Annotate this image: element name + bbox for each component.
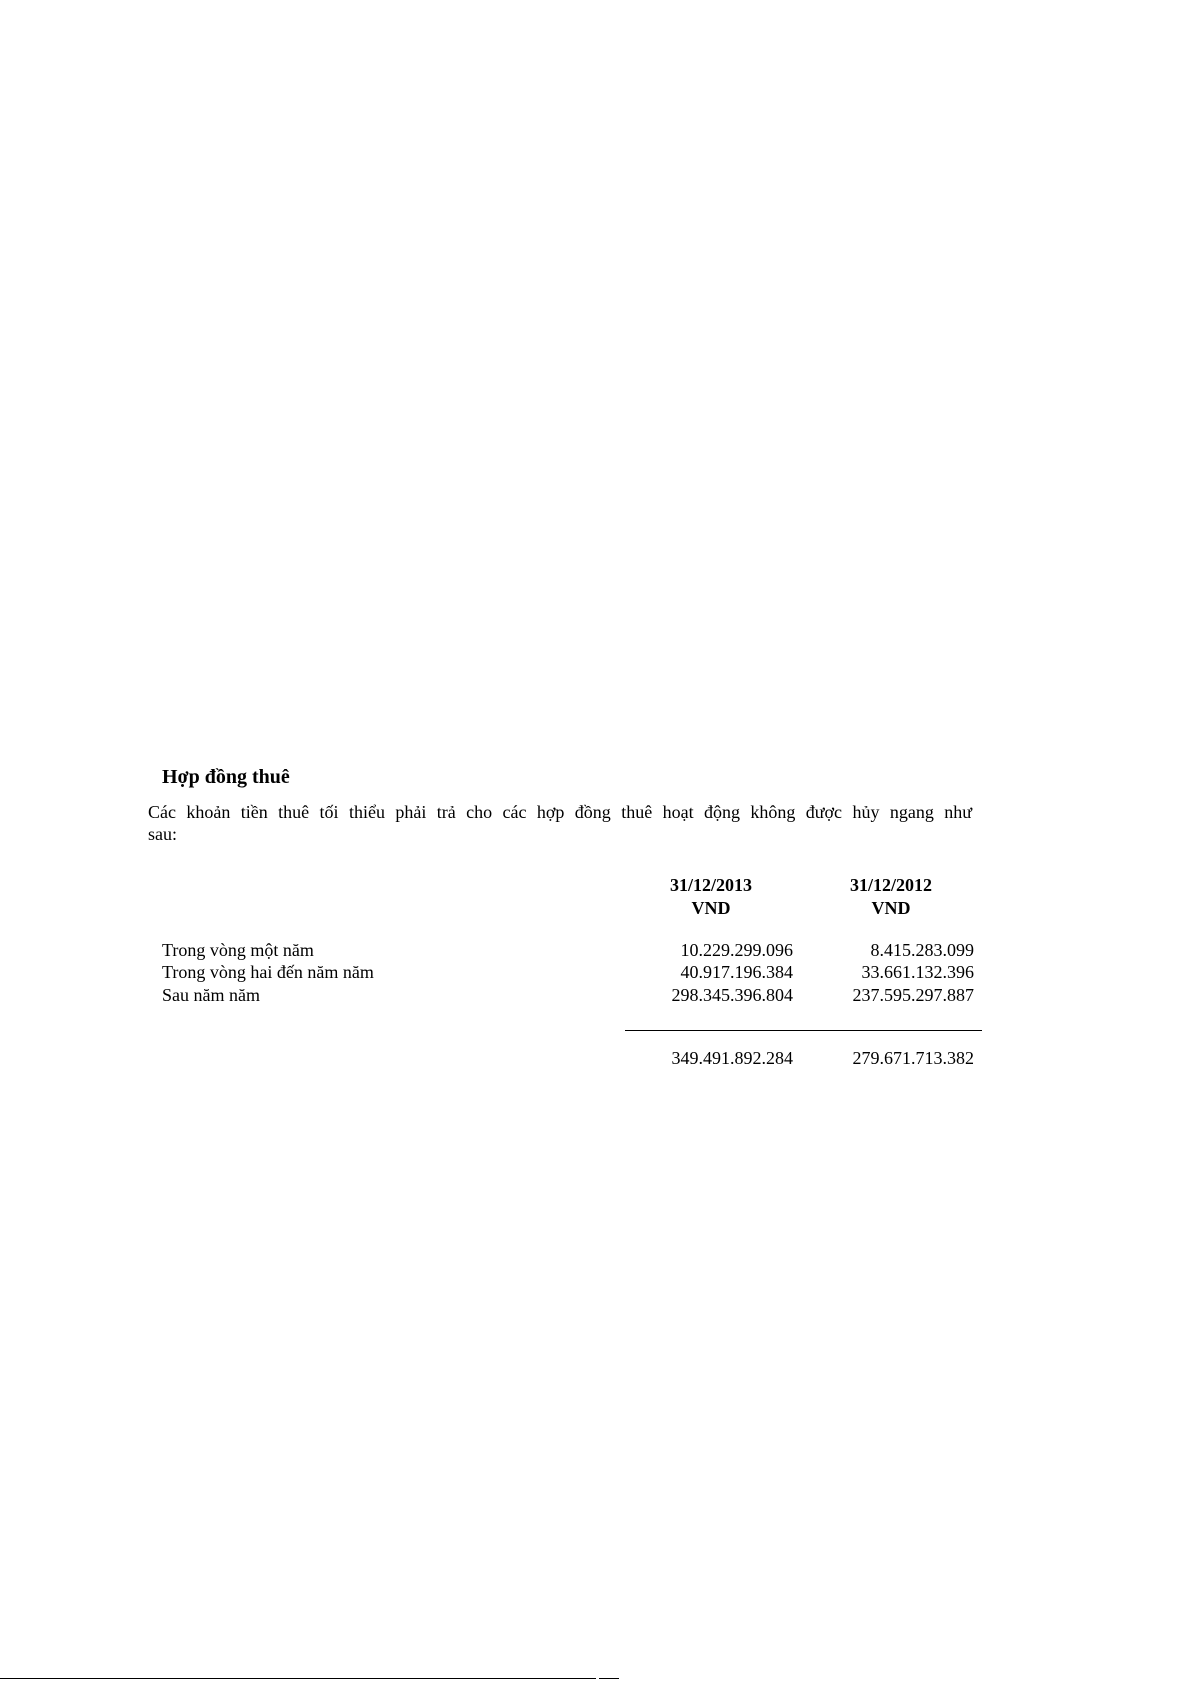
row-label: Trong vòng một năm [162, 940, 314, 960]
total-2013: 349.491.892.284 [671, 1048, 793, 1068]
table-row [162, 939, 974, 961]
column-date: 31/12/2012 [849, 875, 932, 895]
column-unit: VND [871, 898, 911, 918]
intro-line-2: sau: [148, 824, 177, 844]
total-rule [625, 1030, 982, 1031]
value-2013: 10.229.299.096 [680, 940, 793, 960]
table-row [162, 984, 974, 1006]
column-unit: VND [691, 898, 731, 918]
total-2012: 279.671.713.382 [852, 1048, 974, 1068]
value-2012: 33.661.132.396 [861, 962, 974, 982]
column-header-2013 [631, 874, 791, 920]
footer-rule-short [599, 1678, 619, 1679]
value-2013: 40.917.196.384 [680, 962, 793, 982]
total-row [162, 1047, 974, 1069]
intro-paragraph [148, 801, 972, 845]
column-date: 31/12/2013 [669, 875, 752, 895]
intro-line-1: Các khoản tiền thuê tối thiểu phải trả cho các hợp đồng thuê hoạt động không được hủy ngang như [148, 802, 972, 822]
row-label: Sau năm năm [162, 985, 260, 1005]
value-2013: 298.345.396.804 [671, 985, 793, 1005]
column-header-2012 [811, 874, 971, 920]
row-label: Trong vòng hai đến năm năm [162, 962, 374, 982]
value-2012: 8.415.283.099 [870, 940, 974, 960]
section-title: Hợp đồng thuê [162, 766, 290, 788]
footer-rule [0, 1678, 596, 1679]
value-2012: 237.595.297.887 [852, 985, 974, 1005]
table-row [162, 961, 974, 983]
